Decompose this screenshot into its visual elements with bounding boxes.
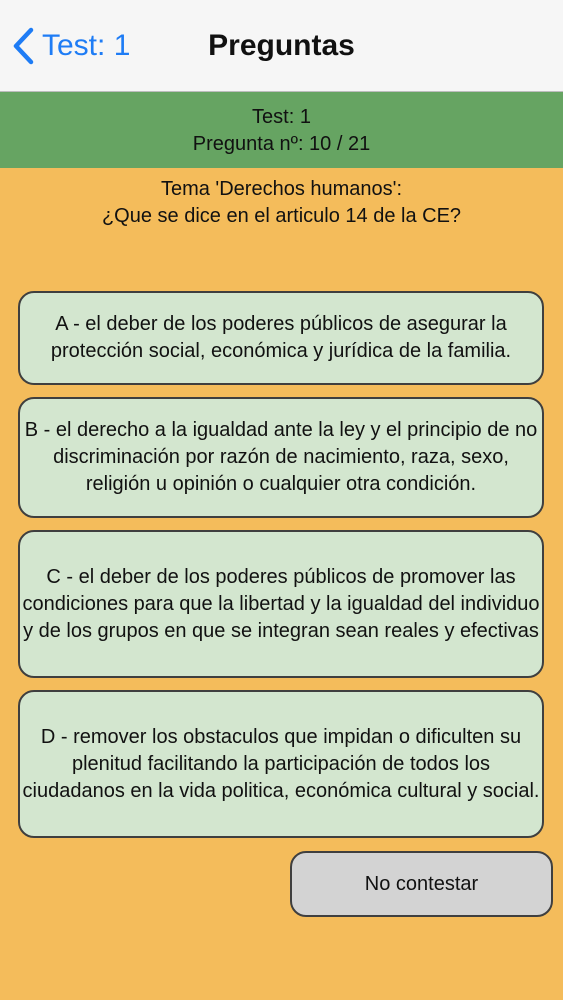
answer-option-b-label: B - el derecho a la igualdad ante la ley y el principio de no discriminación por razón de nacimiento, raza, sexo, religión u opinión o cualquier otra condición. <box>24 419 538 495</box>
chevron-left-icon <box>12 27 34 65</box>
navigation-bar <box>0 0 563 92</box>
answer-option-a-label: A - el deber de los poderes públicos de asegurar la protección social, económica y jurídica de la familia. <box>50 313 512 362</box>
page-title: Preguntas <box>208 29 355 62</box>
skip-question-button[interactable] <box>290 851 553 917</box>
question-block <box>0 176 563 230</box>
skip-question-label: No contestar <box>364 872 479 895</box>
answer-option-c[interactable] <box>18 530 544 678</box>
test-info-header <box>0 92 563 168</box>
back-button-label: Test: 1 <box>42 29 131 62</box>
question-topic: Tema 'Derechos humanos': <box>160 178 403 200</box>
answer-option-d[interactable] <box>18 690 544 838</box>
question-counter: Pregunta nº: 10 / 21 <box>192 133 371 155</box>
answer-option-d-label: D - remover los obstaculos que impidan o dificulten su plenitud facilitando la participación de todos los ciudadanos en la vida politica, económica cultural y social. <box>22 725 540 802</box>
answer-option-a[interactable] <box>18 291 544 385</box>
back-button[interactable] <box>12 24 130 68</box>
answer-option-c-label: C - el deber de los poderes públicos de promover las condiciones para que la libertad y la igualdad del individuo y de los grupos en que se integran sean reales y efectivas <box>22 565 540 642</box>
answer-option-b[interactable] <box>18 397 544 518</box>
question-text: ¿Que se dice en el articulo 14 de la CE? <box>101 205 462 227</box>
test-label: Test: 1 <box>252 106 311 128</box>
